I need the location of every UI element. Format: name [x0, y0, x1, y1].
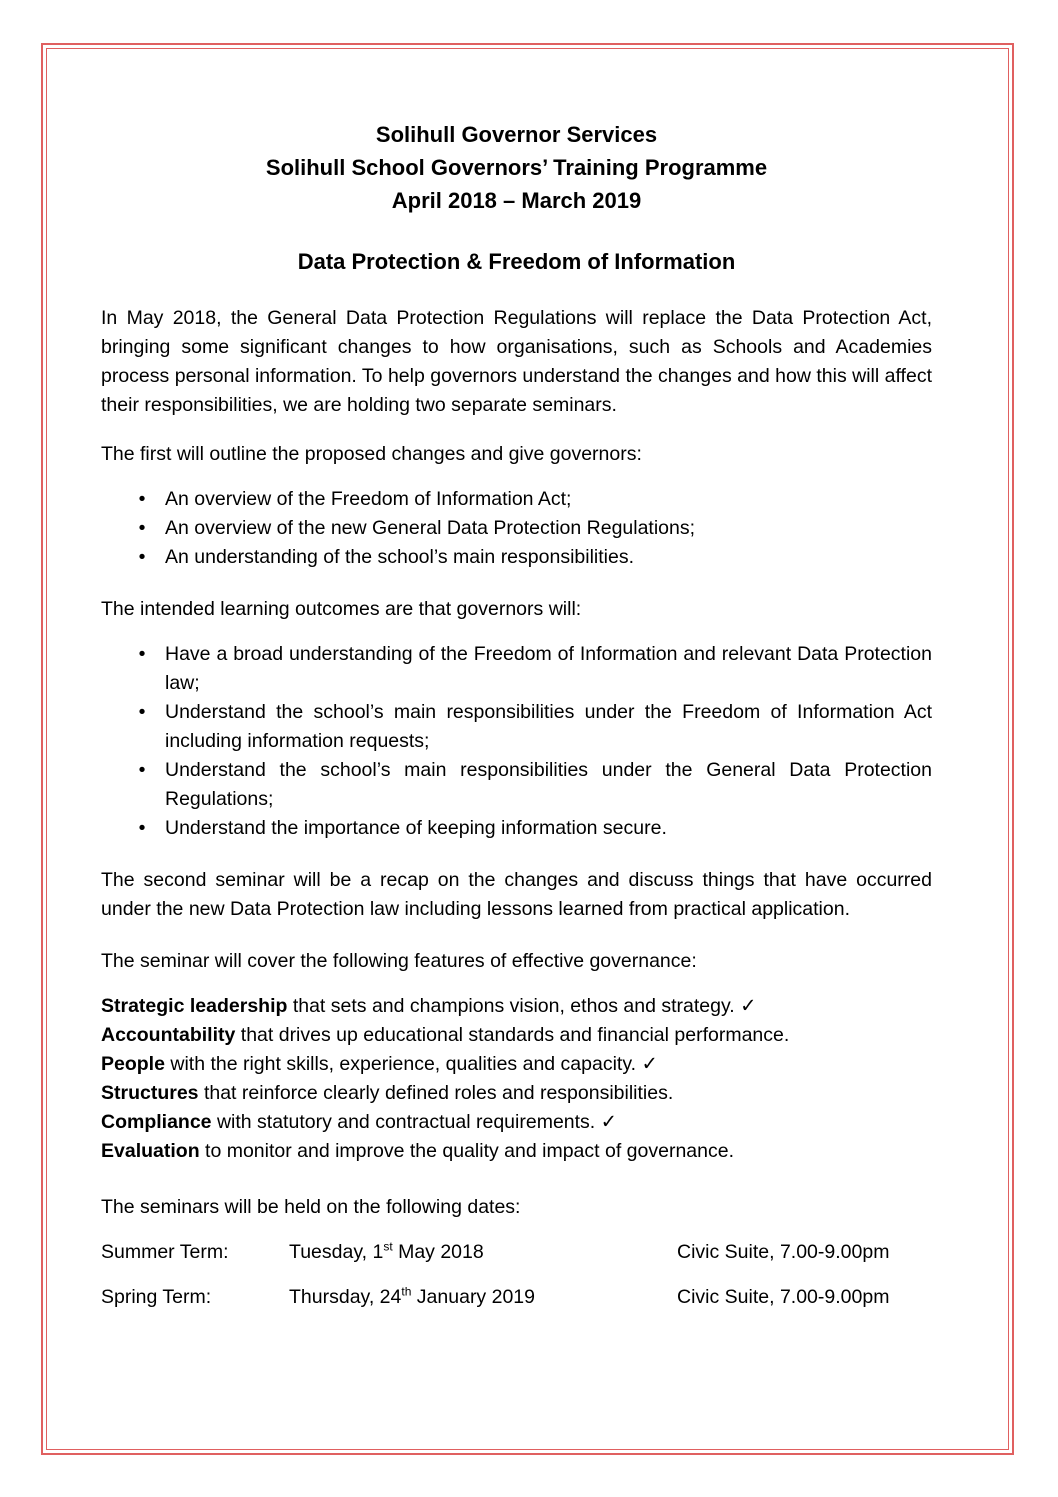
feature-title: Structures [101, 1082, 199, 1104]
term-label: Summer Term: [101, 1241, 229, 1263]
seminar-venue: Civic Suite, 7.00-9.00pm [677, 1286, 890, 1308]
seminar-date: Tuesday, 1st May 2018 [289, 1239, 484, 1263]
feature-title: Compliance [101, 1111, 212, 1133]
list-item: • Understand the importance of keeping information secure. [101, 814, 932, 843]
bullet-icon: • [138, 759, 146, 781]
term-label: Spring Term: [101, 1286, 212, 1308]
feature-item: Strategic leadership that sets and champions vision, ethos and strategy. ✓ [101, 995, 757, 1017]
header-programme: Solihull School Governors’ Training Programme [265, 155, 768, 180]
seminar-venue: Civic Suite, 7.00-9.00pm [677, 1241, 890, 1263]
features-list [101, 992, 932, 1166]
second-seminar-paragraph: The second seminar will be a recap on the changes and discuss things that have occurred under the new Data Protection law including lessons learned from practical application. [101, 869, 932, 920]
list-item: • An overview of the new General Data Protection Regulations; [101, 514, 932, 543]
bullet-icon: • [138, 488, 146, 510]
bullet-icon: • [138, 701, 146, 723]
date-row-spring [101, 1283, 932, 1312]
intro-paragraph: In May 2018, the General Data Protection Regulations will replace the Data Protection Act, bringing some significant changes to how organisations, such as Schools and Academies process personal information. To help governors understand the changes and how this will affect their responsibilities, we are holding two separate seminars. [101, 307, 932, 416]
bullet-icon: • [138, 817, 146, 839]
feature-title: People [101, 1053, 165, 1075]
feature-item: Evaluation to monitor and improve the quality and impact of governance. [101, 1140, 734, 1162]
feature-item: Structures that reinforce clearly defined roles and responsibilities. [101, 1082, 674, 1104]
bullet-icon: • [138, 517, 146, 539]
dates-lead: The seminars will be held on the following dates: [101, 1196, 521, 1218]
feature-title: Strategic leadership [101, 995, 288, 1017]
feature-item: People with the right skills, experience, qualities and capacity. ✓ [101, 1053, 658, 1075]
outcomes-list [101, 640, 932, 843]
first-seminar-list [101, 485, 932, 572]
bullet-icon: • [138, 643, 146, 665]
features-lead: The seminar will cover the following features of effective governance: [101, 950, 697, 972]
list-item: • Understand the school’s main responsibilities under the Freedom of Information Act including information requests; [101, 698, 932, 756]
document-header [101, 118, 932, 217]
list-item: • Understand the school’s main responsibilities under the General Data Protection Regulations; [101, 756, 932, 814]
feature-item: Compliance with statutory and contractual requirements. ✓ [101, 1111, 617, 1133]
feature-item: Accountability that drives up educational standards and financial performance. [101, 1024, 790, 1046]
feature-title: Accountability [101, 1024, 236, 1046]
list-item: • An overview of the Freedom of Information Act; [101, 485, 932, 514]
seminar-date: Thursday, 24th January 2019 [289, 1284, 535, 1308]
outcomes-lead: The intended learning outcomes are that governors will: [101, 598, 582, 620]
feature-title: Evaluation [101, 1140, 200, 1162]
header-period: April 2018 – March 2019 [391, 188, 642, 213]
first-seminar-lead: The first will outline the proposed changes and give governors: [101, 443, 642, 465]
bullet-icon: • [138, 546, 146, 568]
list-item: • An understanding of the school’s main responsibilities. [101, 543, 932, 572]
list-item: • Have a broad understanding of the Freedom of Information and relevant Data Protection law; [101, 640, 932, 698]
header-organisation: Solihull Governor Services [375, 122, 658, 147]
document-subtitle: Data Protection & Freedom of Information [297, 249, 736, 274]
date-row-summer [101, 1238, 932, 1267]
document-body [101, 118, 932, 1312]
